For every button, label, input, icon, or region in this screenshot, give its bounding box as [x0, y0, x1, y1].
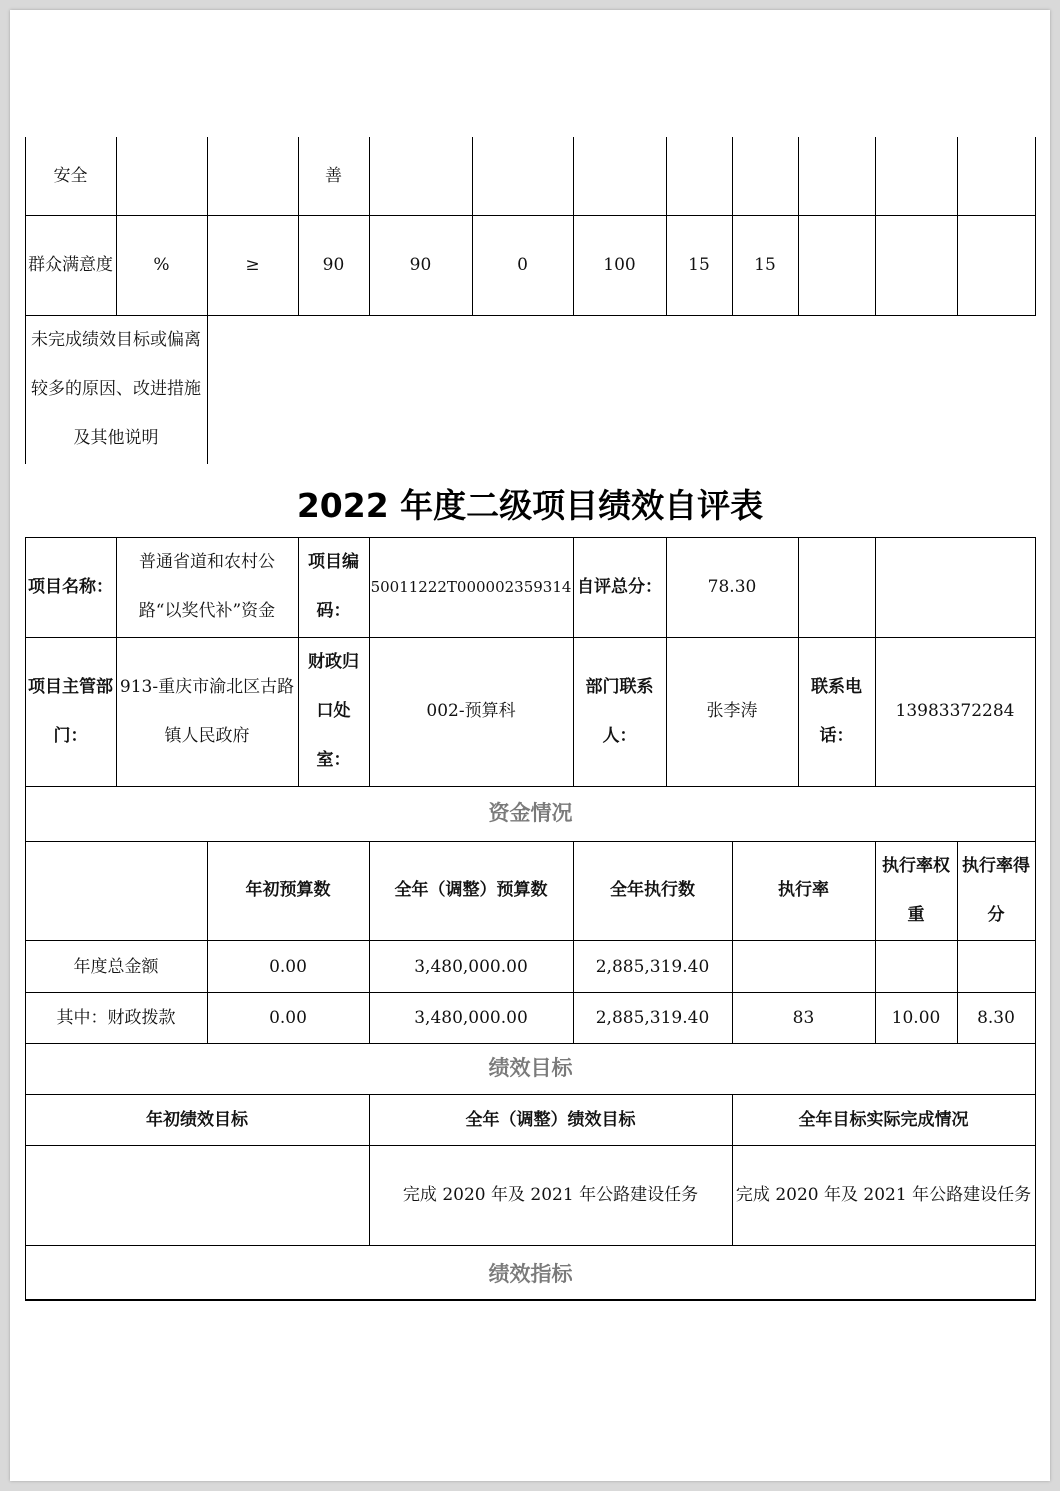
goals-actual-value: 完成 2020 年及 2021 年公路建设任务 [735, 1184, 1032, 1205]
funds-header-executed: 全年执行数 [610, 880, 695, 900]
contact-person-label: 部门联系人： [585, 676, 654, 746]
satisfaction-actual-complete: 100 [603, 254, 636, 275]
satisfaction-score: 15 [754, 254, 776, 275]
project-code-label: 项目编码： [308, 552, 359, 621]
finance-office-label: 财政归口处室： [308, 652, 359, 770]
phone-value: 13983372284 [895, 701, 1015, 721]
funds-section-title: 资金情况 [488, 801, 573, 825]
document-page [10, 10, 1050, 1481]
goals-section-title: 绩效目标 [488, 1056, 573, 1080]
goals-initial-value [25, 1145, 369, 1245]
satisfaction-weight: 15 [688, 254, 710, 275]
funds-row-total-executed: 2,885,319.40 [595, 957, 710, 977]
goals-header-initial: 年初绩效目标 [146, 1110, 248, 1130]
department-label: 项目主管部门： [28, 676, 113, 746]
goals-header-adjusted: 全年（调整）绩效目标 [465, 1110, 636, 1130]
goals-header-actual: 全年目标实际完成情况 [798, 1110, 969, 1130]
funds-row-finance-score: 8.30 [977, 1008, 1015, 1028]
funds-header-initial: 年初预算数 [245, 880, 331, 900]
satisfaction-annual-target: 90 [322, 254, 345, 275]
indicators-section-title: 绩效指标 [488, 1262, 573, 1286]
safety-label: 安全 [53, 165, 88, 186]
satisfaction-operator: ≥ [245, 254, 260, 275]
contact-person-value: 张李涛 [706, 701, 758, 721]
finance-office-value: 002-预算科 [426, 701, 516, 721]
funds-header-score: 执行率得分 [962, 855, 1030, 925]
page-title: 2022 年度二级项目绩效自评表 [296, 486, 764, 525]
self-score-value: 78.30 [707, 576, 757, 597]
funds-header-rate: 执行率 [778, 880, 829, 900]
satisfaction-unit: % [153, 254, 170, 275]
safety-standard-tail: 善 [325, 165, 342, 186]
funds-row-total-label: 年度总金额 [73, 957, 159, 977]
satisfaction-actual-start: 0 [517, 254, 528, 275]
funds-row-finance-weight: 10.00 [891, 1008, 941, 1028]
funds-row-total-initial: 0.00 [269, 957, 307, 977]
funds-row-finance-executed: 2,885,319.40 [595, 1008, 710, 1028]
funds-row-finance-initial: 0.00 [269, 1008, 307, 1028]
unfinished-note-label: 未完成绩效目标或偏离较多的原因、改进措施及其他说明 [31, 330, 201, 448]
goals-adjusted-value: 完成 2020 年及 2021 年公路建设任务 [402, 1184, 699, 1205]
self-score-label: 自评总分： [577, 576, 662, 597]
funds-row-finance-label: 其中：财政拨款 [56, 1008, 176, 1028]
funds-header-adjusted: 全年（调整）预算数 [394, 880, 548, 900]
satisfaction-label: 群众满意度 [28, 254, 113, 275]
project-code-value: 50011222T000002359314 [370, 577, 572, 596]
funds-row-finance-rate: 83 [792, 1008, 815, 1028]
department-value: 913-重庆市渝北区古路镇人民政府 [119, 676, 295, 746]
funds-row-finance-adjusted: 3,480,000.00 [414, 1008, 528, 1028]
phone-label: 联系电话： [811, 676, 862, 746]
project-name-label: 项目名称： [28, 576, 113, 597]
project-name-value: 普通省道和农村公路“以奖代补”资金 [138, 552, 276, 621]
satisfaction-adjusted-target: 90 [409, 254, 432, 275]
funds-header-weight: 执行率权重 [882, 855, 950, 925]
funds-row-total-adjusted: 3,480,000.00 [414, 957, 528, 977]
